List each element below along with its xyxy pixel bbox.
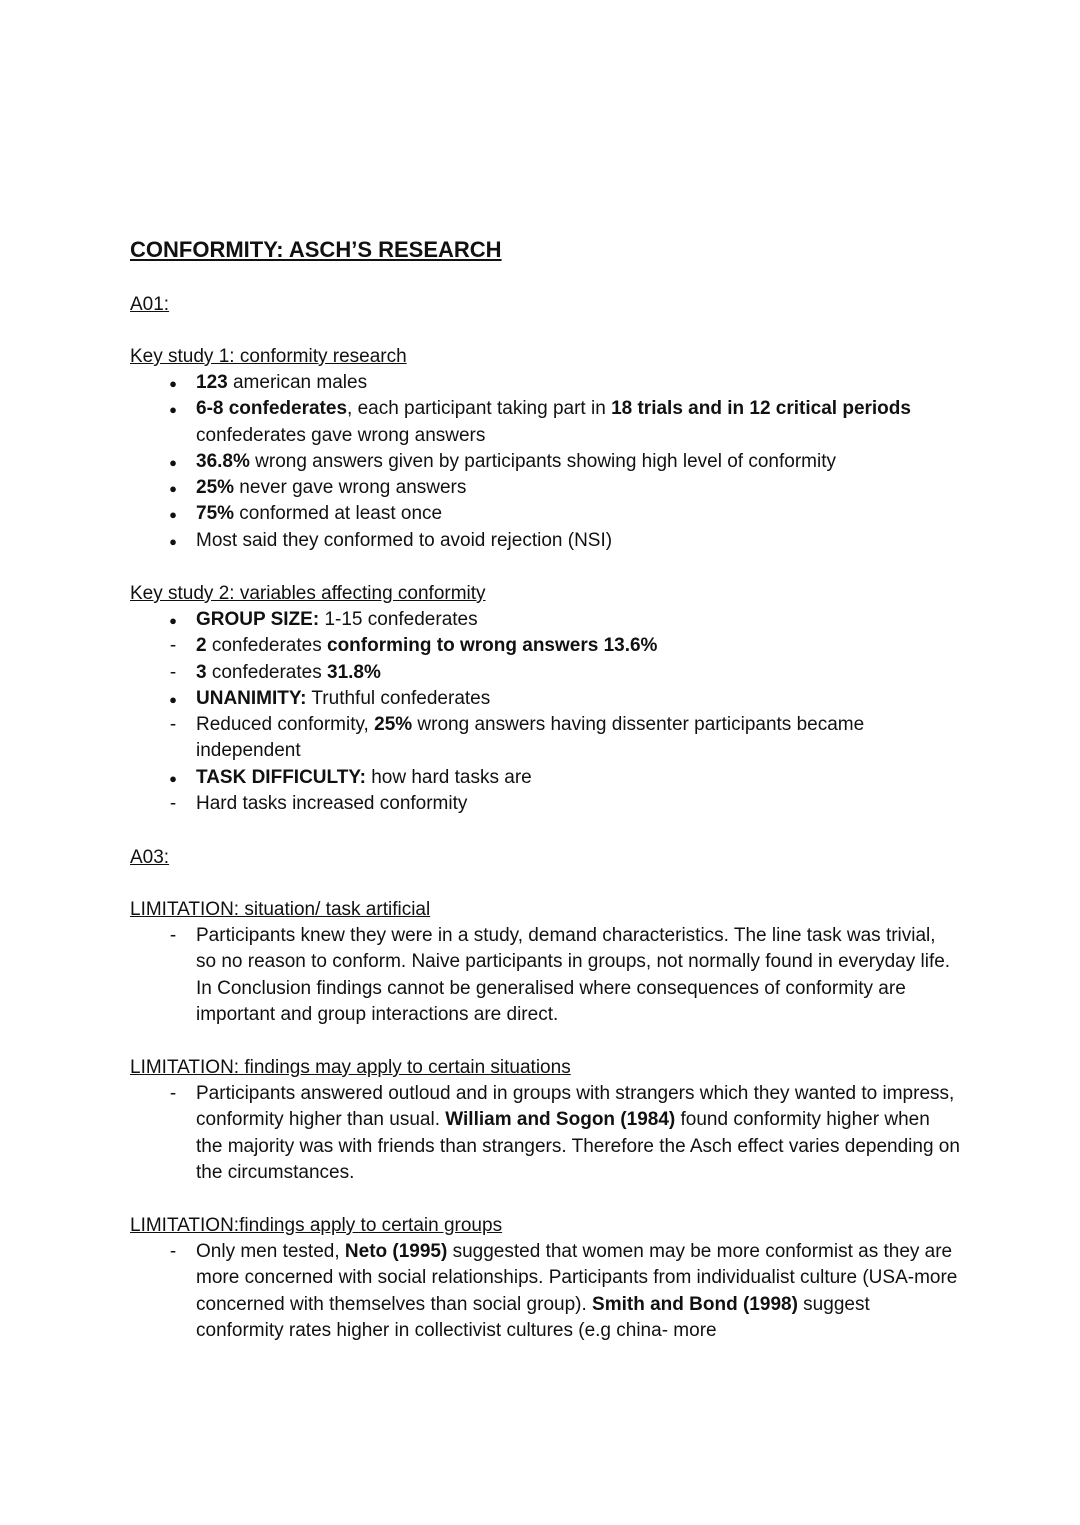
item-text: suggested that women may be more conformist as they are more concerned with social relationships. Participants from individualist culture (USA-more concerned with themselves than social group). (196, 1241, 958, 1315)
list-item (130, 449, 960, 475)
limitation-2-heading: LIMITATION: findings may apply to certain situations (130, 1057, 571, 1078)
item-text: 1-15 confederates (319, 609, 478, 630)
bullet-icon (166, 528, 180, 555)
list-item (130, 607, 960, 633)
bullet-icon (166, 396, 180, 423)
list-item (130, 501, 960, 527)
item-text: Hard tasks increased conformity (196, 793, 468, 815)
item-text: , each participant taking part in (347, 398, 612, 420)
item-text: confederates gave wrong answers (196, 424, 486, 446)
list-item (130, 765, 960, 791)
bullet-icon (166, 501, 180, 528)
item-text: found conformity higher when the majority was with friends than strangers. Therefore the Asch effect varies depending on the circumstances. (196, 1109, 960, 1183)
item-text: Most said they conformed to avoid rejection (NSI) (196, 529, 613, 551)
bullet-icon (166, 686, 180, 713)
bullet-icon (166, 449, 180, 476)
bullet-icon (166, 475, 180, 502)
section-label-ao1: A01: (130, 294, 170, 315)
list-item (130, 633, 960, 659)
limitation-3-heading: LIMITATION:findings apply to certain groups (130, 1215, 503, 1236)
bold-text: 36.8% (196, 450, 250, 472)
item-text: Reduced conformity, (196, 714, 375, 736)
item-text: suggest conformity rates higher in collectivist cultures (e.g china- more (196, 1293, 870, 1341)
bold-text: Smith and Bond (1998) (592, 1293, 798, 1315)
item-text: Only men tested, (196, 1241, 345, 1262)
item-text: american males (227, 372, 368, 393)
key-study-1-list (130, 370, 960, 554)
list-item (130, 475, 960, 501)
dash-icon (166, 1239, 180, 1265)
list-item (130, 1081, 960, 1186)
bullet-icon (166, 765, 180, 792)
list-item (130, 660, 960, 686)
limitation-1-list (130, 923, 960, 1028)
bold-text: TASK DIFFICULTY: (196, 766, 366, 788)
bold-text: 75% (196, 503, 235, 525)
item-text: Participants knew they were in a study, demand characteristics. The line task was trivial, so no reason to conform. Naive participants in groups, not normally found in everyday life. In Conclusion findings cannot be generalised where consequences of conformity are important and group interactions are direct. (196, 925, 951, 1025)
list-item (130, 686, 960, 712)
item-text: how hard tasks are (365, 766, 532, 788)
bold-text: 3 (196, 661, 207, 683)
section-label-ao3: A03: (130, 847, 170, 868)
key-study-2-list (130, 607, 960, 817)
list-item (130, 528, 960, 554)
limitation-2-list (130, 1081, 960, 1186)
bold-text: 2 (196, 635, 207, 657)
item-text: Truthful confederates (306, 687, 491, 709)
page-title: CONFORMITY: ASCH’S RESEARCH (130, 237, 502, 262)
limitation-3-list (130, 1239, 960, 1344)
bullet-icon (166, 370, 180, 397)
item-text: confederates (206, 635, 327, 657)
list-item (130, 923, 960, 1028)
dash-icon (166, 791, 180, 817)
bold-text: Neto (1995) (344, 1241, 448, 1262)
dash-icon (166, 712, 180, 738)
limitation-1-heading: LIMITATION: situation/ task artificial (130, 899, 431, 920)
item-text: wrong answers having dissenter participants became independent (196, 714, 865, 762)
list-item (130, 712, 960, 765)
list-item (130, 396, 960, 449)
bold-text: 31.8% (327, 661, 381, 683)
item-text: never gave wrong answers (234, 477, 467, 499)
key-study-2-heading: Key study 2: variables affecting conformity (130, 583, 486, 604)
bold-text: 25% (374, 714, 413, 736)
bold-text: 18 trials and in 12 critical periods (611, 398, 911, 420)
key-study-1-heading: Key study 1: conformity research (130, 346, 407, 367)
bold-text: GROUP SIZE: (196, 609, 320, 630)
bold-text: 25% (196, 477, 235, 499)
dash-icon (166, 633, 180, 659)
item-text: wrong answers given by participants showing high level of conformity (249, 450, 836, 472)
item-text: conformed at least once (234, 503, 443, 525)
item-text: confederates (206, 661, 327, 683)
dash-icon (166, 1081, 180, 1107)
dash-icon (166, 660, 180, 686)
item-text: Participants answered outloud and in groups with strangers which they wanted to impress, conformity higher than usual. (196, 1083, 955, 1131)
list-item (130, 1239, 960, 1344)
bold-text: UNANIMITY: (196, 687, 307, 709)
bold-text: 123 (196, 372, 228, 393)
list-item (130, 370, 960, 396)
bold-text: 6-8 confederates (196, 398, 348, 420)
bullet-icon (166, 607, 180, 634)
bold-text: William and Sogon (1984) (445, 1109, 676, 1131)
bold-text: conforming to wrong answers 13.6% (327, 635, 658, 657)
dash-icon (166, 923, 180, 949)
list-item (130, 791, 960, 817)
